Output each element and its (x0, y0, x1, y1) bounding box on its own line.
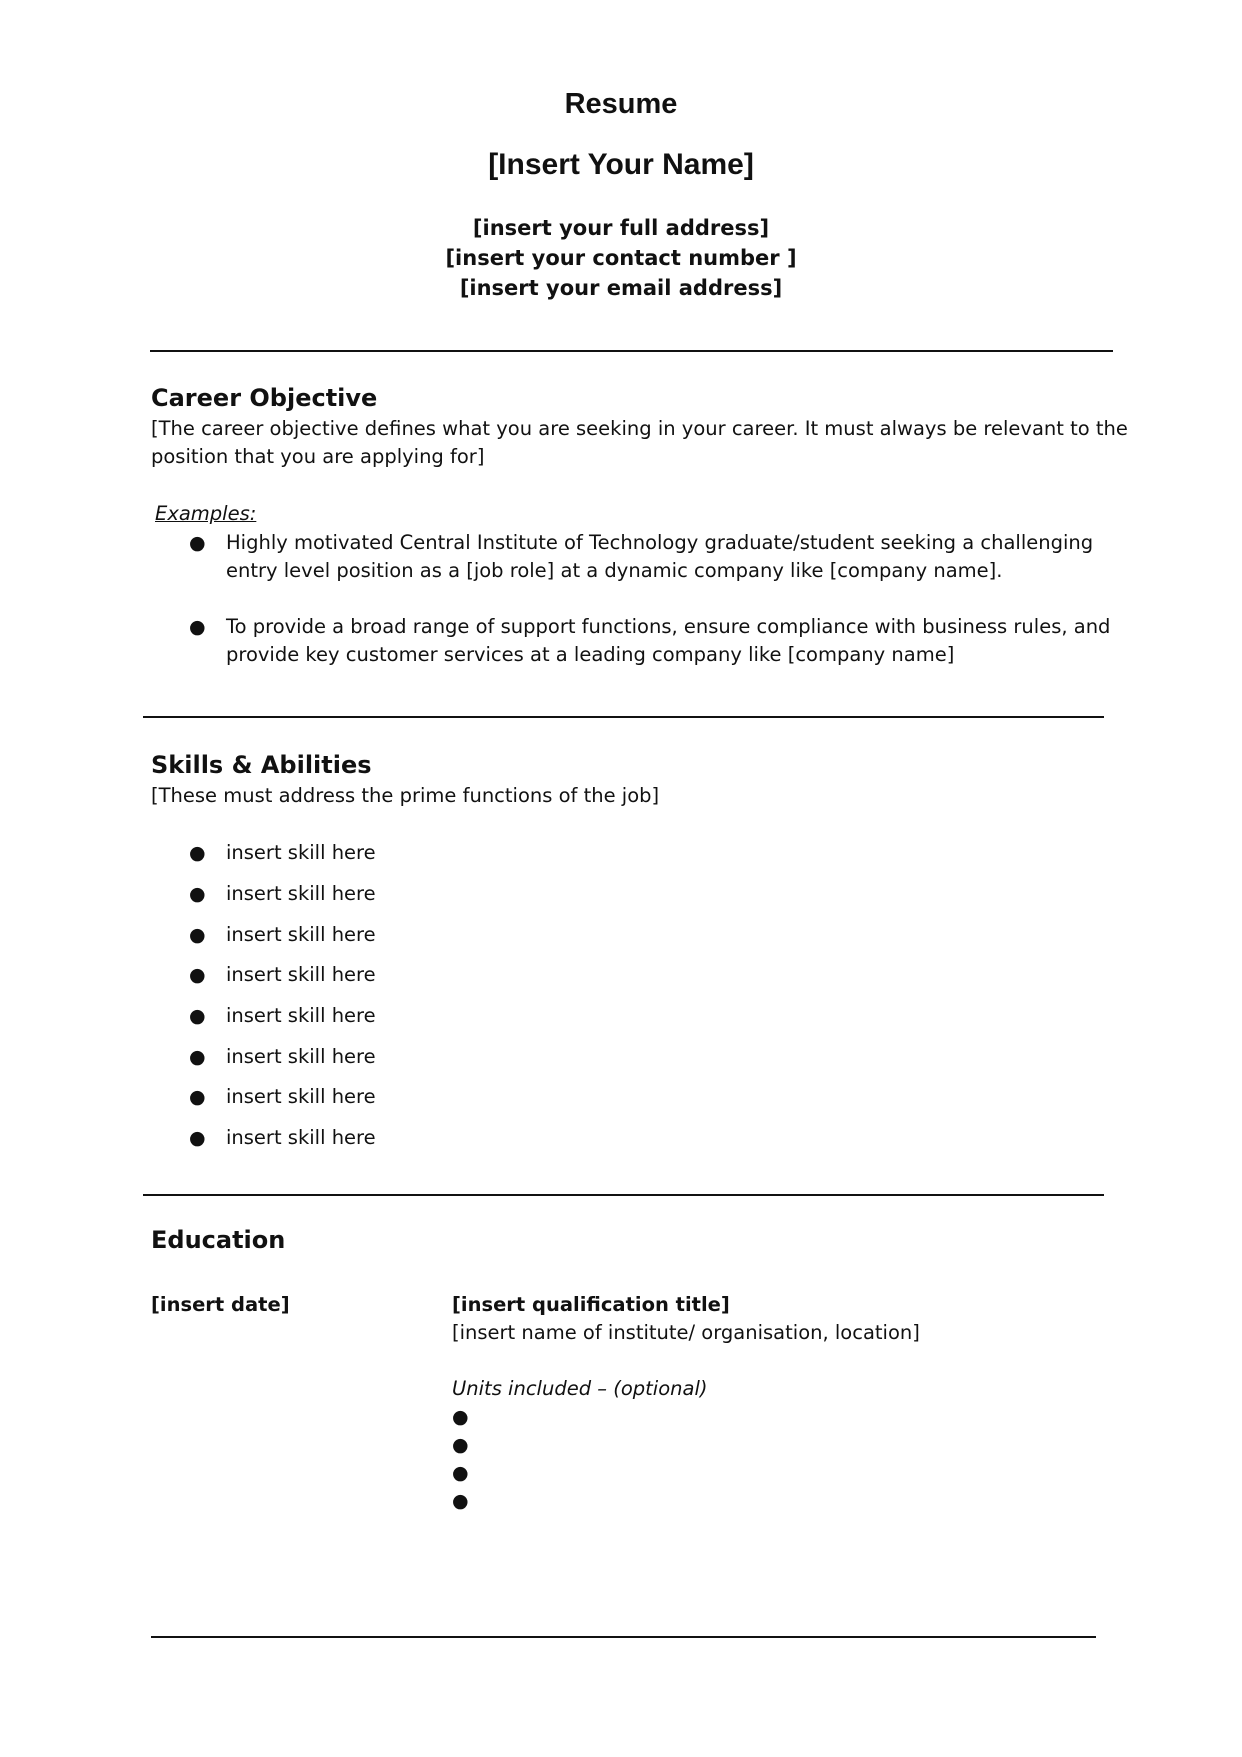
divider-skills (143, 1194, 1104, 1196)
bullet-icon: ● (452, 1434, 469, 1456)
bullet-icon: ● (189, 842, 206, 864)
career-objective-description-line1: [The career objective defines what you are seeking in your career. It must always be relevant to the (151, 417, 1128, 440)
bullet-icon: ● (189, 964, 206, 986)
bullet-icon: ● (452, 1406, 469, 1428)
bullet-icon: ● (452, 1462, 469, 1484)
examples-label: Examples: (155, 502, 257, 525)
document-title: Resume (564, 88, 678, 120)
education-date: [insert date] (151, 1293, 290, 1316)
divider-education (151, 1636, 1096, 1638)
skill-item: insert skill here (226, 882, 376, 905)
bullet-icon: ● (189, 1046, 206, 1068)
bullet-icon: ● (452, 1490, 469, 1512)
skills-description: [These must address the prime functions of the job] (151, 784, 660, 807)
education-heading: Education (151, 1226, 286, 1254)
career-objective-heading: Career Objective (151, 384, 378, 412)
skills-heading: Skills & Abilities (151, 751, 372, 779)
contact-number: [insert your contact number ] (445, 246, 797, 270)
skill-item: insert skill here (226, 1126, 376, 1149)
bullet-icon: ● (189, 924, 206, 946)
institute-name: [insert name of institute/ organisation, location] (452, 1321, 920, 1344)
skill-item: insert skill here (226, 841, 376, 864)
units-included-label: Units included – (optional) (452, 1377, 708, 1400)
bullet-icon: ● (189, 1086, 206, 1108)
bullet-icon: ● (189, 883, 206, 905)
divider-career-objective (143, 716, 1104, 718)
example-2-line1: To provide a broad range of support functions, ensure compliance with business rules, and (226, 615, 1111, 638)
example-1-line1: Highly motivated Central Institute of Technology graduate/student seeking a challenging (226, 531, 1094, 554)
divider-header (150, 350, 1113, 352)
applicant-name: [Insert Your Name] (488, 148, 754, 181)
bullet-icon: ● (189, 532, 206, 554)
career-objective-description-line2: position that you are applying for] (151, 445, 485, 468)
skill-item: insert skill here (226, 1004, 376, 1027)
skill-item: insert skill here (226, 963, 376, 986)
bullet-icon: ● (189, 1005, 206, 1027)
example-1-line2: entry level position as a [job role] at a dynamic company like [company name]. (226, 559, 1003, 582)
bullet-icon: ● (189, 1127, 206, 1149)
qualification-title: [insert qualification title] (452, 1293, 730, 1316)
skill-item: insert skill here (226, 923, 376, 946)
bullet-icon: ● (189, 616, 206, 638)
email-address: [insert your email address] (459, 276, 783, 300)
skill-item: insert skill here (226, 1045, 376, 1068)
full-address: [insert your full address] (472, 216, 770, 240)
skill-item: insert skill here (226, 1085, 376, 1108)
example-2-line2: provide key customer services at a leading company like [company name] (226, 643, 955, 666)
